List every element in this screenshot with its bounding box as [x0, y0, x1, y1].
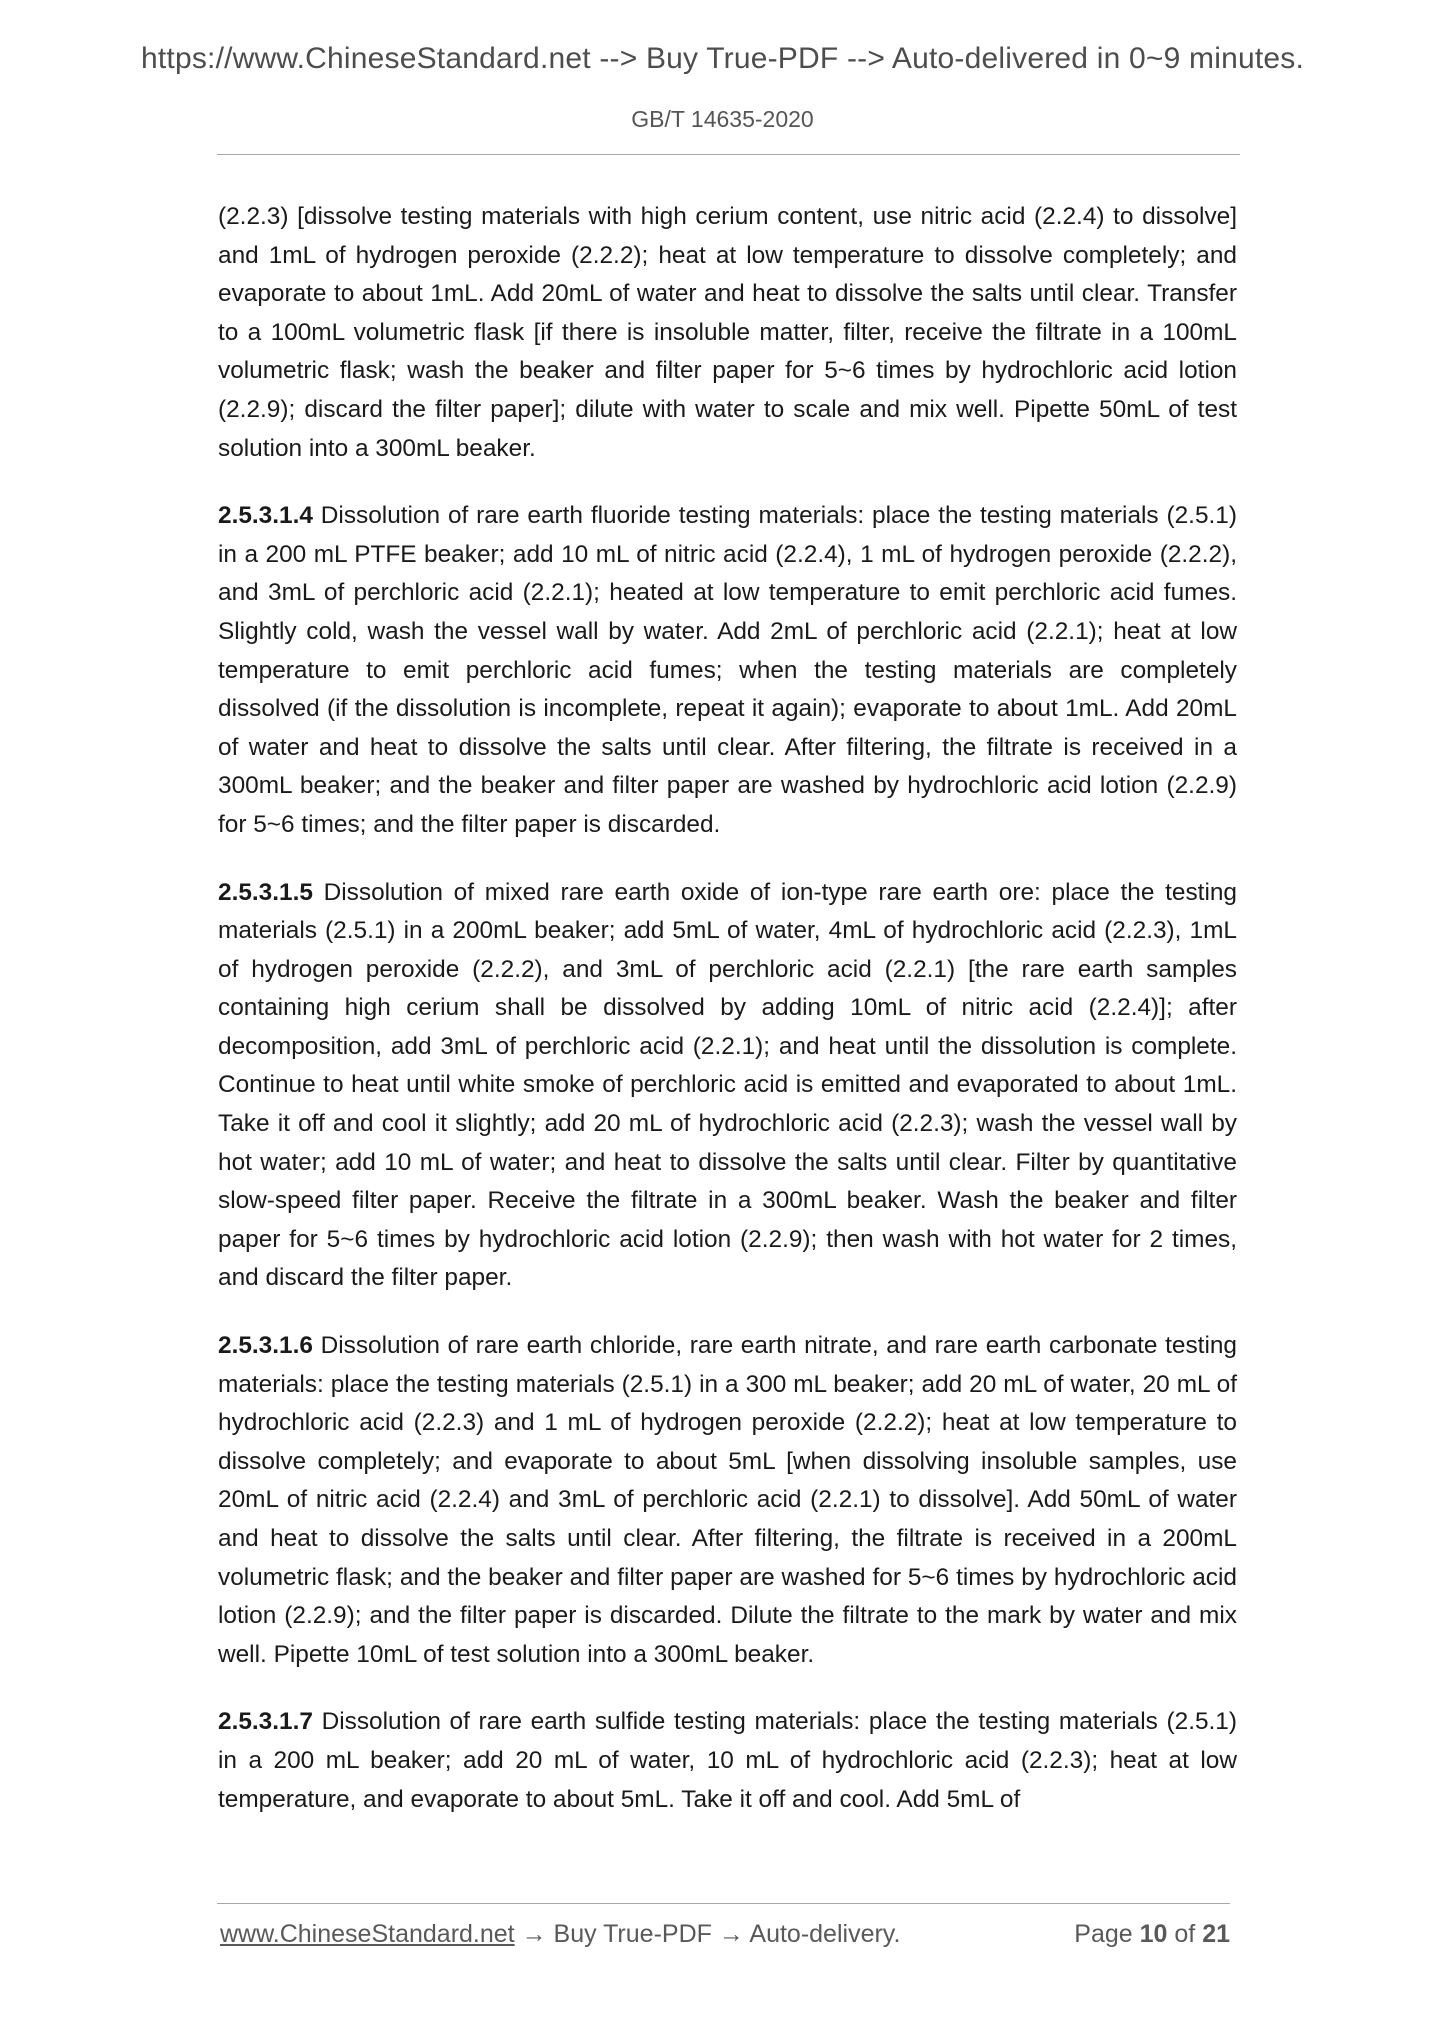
- of-word: of: [1174, 1920, 1196, 1948]
- clause-number: 2.5.3.1.5: [218, 878, 313, 906]
- footer-tagline: → Buy True-PDF → Auto-delivery.: [514, 1920, 901, 1948]
- clause-number: 2.5.3.1.4: [218, 502, 313, 530]
- page-total: 21: [1202, 1920, 1230, 1948]
- paragraph-text: Dissolution of rare earth chloride, rare earth nitrate, and rare earth carbonate testing materials: place the testing materials (2.5.1) in a 300 mL beaker; add 20 mL of water, 20 mL of hydrochloric acid (2.2.3) and 1 mL of hydrogen peroxide (2.2.2); heat at low temperature to dissolve completely; and evaporate to about 5mL [when dissolving insoluble samples, use 20mL of nitric acid (2.2.4) and 3mL of perchloric acid (2.2.1) to dissolve]. Add 50mL of water and heat to dissolve the salts until clear. After filtering, the filtrate is received in a 200mL volumetric flask; and the beaker and filter paper are washed for 5~6 times by hydrochloric acid lotion (2.2.9); and the filter paper is discarded. Dilute the filtrate to the mark by water and mix well. Pipette 10mL of test solution into a 300mL beaker.: [218, 1332, 1237, 1668]
- page-current: 10: [1139, 1920, 1168, 1948]
- paragraph-2-5-3-1-4: [218, 497, 1237, 844]
- paragraph-text: Dissolution of rare earth sulfide testing materials: place the testing materials (2.5.1) in a 200 mL beaker; add 20 mL of water, 10 mL of hydrochloric acid (2.2.3); heat at low temperature, and evaporate to about 5mL. Take it off and cool. Add 5mL of: [218, 1708, 1237, 1813]
- header-divider: [217, 154, 1240, 155]
- paragraph-text: (2.2.3) [dissolve testing materials with high cerium content, use nitric acid (2.2.4) to dissolve] and 1mL of hydrogen peroxide (2.2.2); heat at low temperature to dissolve completely; and evaporate to about 1mL. Add 20mL of water and heat to dissolve the salts until clear. Transfer to a 100mL volumetric flask [if there is insoluble matter, filter, receive the filtrate in a 100mL volumetric flask; wash the beaker and filter paper for 5~6 times by hydrochloric acid lotion (2.2.9); discard the filter paper]; dilute with water to scale and mix well. Pipette 50mL of test solution into a 300mL beaker.: [218, 203, 1237, 462]
- standard-code: GB/T 14635-2020: [631, 106, 814, 132]
- paragraph-2-5-3-1-5: [218, 874, 1237, 1299]
- document-body: [218, 198, 1237, 1848]
- paragraph-text: Dissolution of mixed rare earth oxide of ion-type rare earth ore: place the testing materials (2.5.1) in a 200mL beaker; add 5mL of water, 4mL of hydrochloric acid (2.2.3), 1mL of hydrogen peroxide (2.2.2), and 3mL of perchloric acid (2.2.1) [the rare earth samples containing high cerium shall be dissolved by adding 10mL of nitric acid (2.2.4)]; after decomposition, add 3mL of perchloric acid (2.2.1); and heat until the dissolution is complete. Continue to heat until white smoke of perchloric acid is emitted and evaporated to about 1mL. Take it off and cool it slightly; add 20 mL of hydrochloric acid (2.2.3); wash the vessel wall by hot water; add 10 mL of water; and heat to dissolve the salts until clear. Filter by quantitative slow-speed filter paper. Receive the filtrate in a 300mL beaker. Wash the beaker and filter paper for 5~6 times by hydrochloric acid lotion (2.2.9); then wash with hot water for 2 times, and discard the filter paper.: [218, 878, 1237, 1292]
- page-indicator: [1074, 1920, 1230, 1949]
- paragraph-2-5-3-1-6: [218, 1327, 1237, 1674]
- clause-number: 2.5.3.1.7: [218, 1708, 313, 1736]
- paragraph-text: Dissolution of rare earth fluoride testing materials: place the testing materials (2.5.1) in a 200 mL PTFE beaker; add 10 mL of nitric acid (2.2.4), 1 mL of hydrogen peroxide (2.2.2), and 3mL of perchloric acid (2.2.1); heated at low temperature to emit perchloric acid fumes. Slightly cold, wash the vessel wall by water. Add 2mL of perchloric acid (2.2.1); heat at low temperature to emit perchloric acid fumes; when the testing materials are completely dissolved (if the dissolution is incomplete, repeat it again); evaporate to about 1mL. Add 20mL of water and heat to dissolve the salts until clear. After filtering, the filtrate is received in a 300mL beaker; and the beaker and filter paper are washed by hydrochloric acid lotion (2.2.9) for 5~6 times; and the filter paper is discarded.: [218, 502, 1237, 838]
- page-word: Page: [1074, 1920, 1133, 1948]
- clause-number: 2.5.3.1.6: [218, 1332, 313, 1360]
- site-link[interactable]: www.ChineseStandard.net: [220, 1920, 515, 1948]
- page-footer: [220, 1920, 1230, 1960]
- paragraph-continued: [218, 198, 1237, 468]
- source-banner: https://www.ChineseStandard.net --> Buy True-PDF --> Auto-delivered in 0~9 minutes.: [141, 42, 1304, 75]
- paragraph-2-5-3-1-7: [218, 1703, 1237, 1819]
- footer-divider: [217, 1903, 1230, 1904]
- footer-left: [220, 1920, 900, 1949]
